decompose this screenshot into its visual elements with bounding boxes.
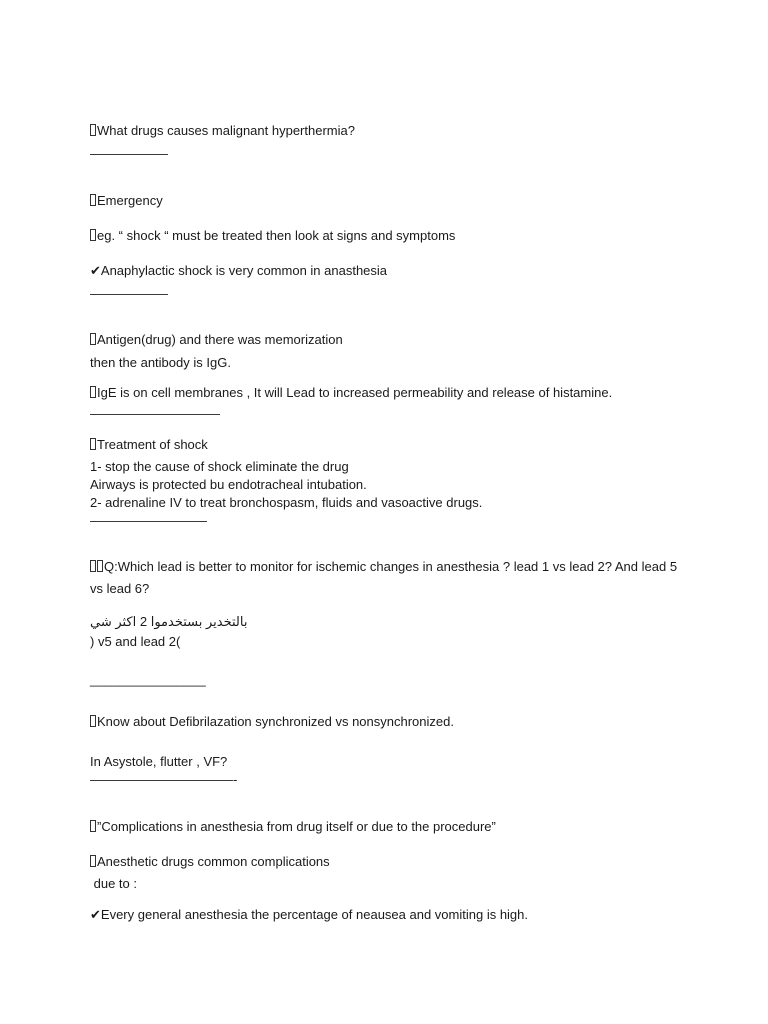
antigen-note: Antigen(drug) and there was memorization [90, 332, 343, 348]
antibody-note: then the antibody is IgG. [90, 355, 231, 370]
due-to-label: due to : [90, 876, 137, 891]
divider: ———————————- [90, 772, 238, 787]
anesthetic-complications-heading: Anesthetic drugs common complications [90, 854, 330, 870]
divider: ————————— [90, 513, 207, 528]
question-ecg-lead: Q:Which lead is better to monitor for ischemic changes in anesthesia ? lead 1 vs lead 2? And lead 5 vs lead 6? [90, 559, 678, 596]
missing-glyph-icon [90, 229, 96, 241]
missing-glyph-icon [90, 820, 96, 832]
missing-glyph-icon [97, 560, 103, 572]
missing-glyph-icon [90, 560, 96, 572]
divider: —————— [90, 146, 168, 161]
underline-divider: ________________ [90, 672, 206, 687]
divider: —————————— [90, 406, 220, 421]
emergency-heading: Emergency [90, 193, 163, 209]
ige-note: IgE is on cell membranes , It will Lead to increased permeability and release of histamine. [90, 385, 612, 401]
treatment-step-1: 1- stop the cause of shock eliminate the drug [90, 459, 349, 474]
shock-note: eg. “ shock “ must be treated then look at signs and symptoms [90, 228, 455, 244]
treatment-airways: Airways is protected bu endotracheal intubation. [90, 477, 367, 492]
missing-glyph-icon [90, 855, 96, 867]
missing-glyph-icon [90, 438, 96, 450]
missing-glyph-icon [90, 715, 96, 727]
question-malignant-hyperthermia: What drugs causes malignant hyperthermia? [90, 123, 355, 139]
divider: —————— [90, 286, 168, 301]
missing-glyph-icon [90, 124, 96, 136]
anaphylactic-note: ✔Anaphylactic shock is very common in anasthesia [90, 263, 388, 278]
complications-note: ”Complications in anesthesia from drug itself or due to the procedure” [90, 819, 496, 835]
treatment-step-2: 2- adrenaline IV to treat bronchospasm, fluids and vasoactive drugs. [90, 495, 483, 510]
defibrillation-note: Know about Defibrilazation synchronized vs nonsynchronized. [90, 714, 454, 730]
missing-glyph-icon [90, 333, 96, 345]
missing-glyph-icon [90, 194, 96, 206]
treatment-heading: Treatment of shock [90, 437, 208, 453]
lead-answer: ) v5 and lead 2( [90, 634, 181, 649]
arabic-note: بالتخدير بستخدموا 2 اكثر شي [90, 614, 248, 629]
asystole-question: In Asystole, flutter , VF? [90, 754, 228, 769]
nausea-note: ✔Every general anesthesia the percentage of neausea and vomiting is high. [90, 907, 529, 922]
missing-glyph-icon [90, 386, 96, 398]
